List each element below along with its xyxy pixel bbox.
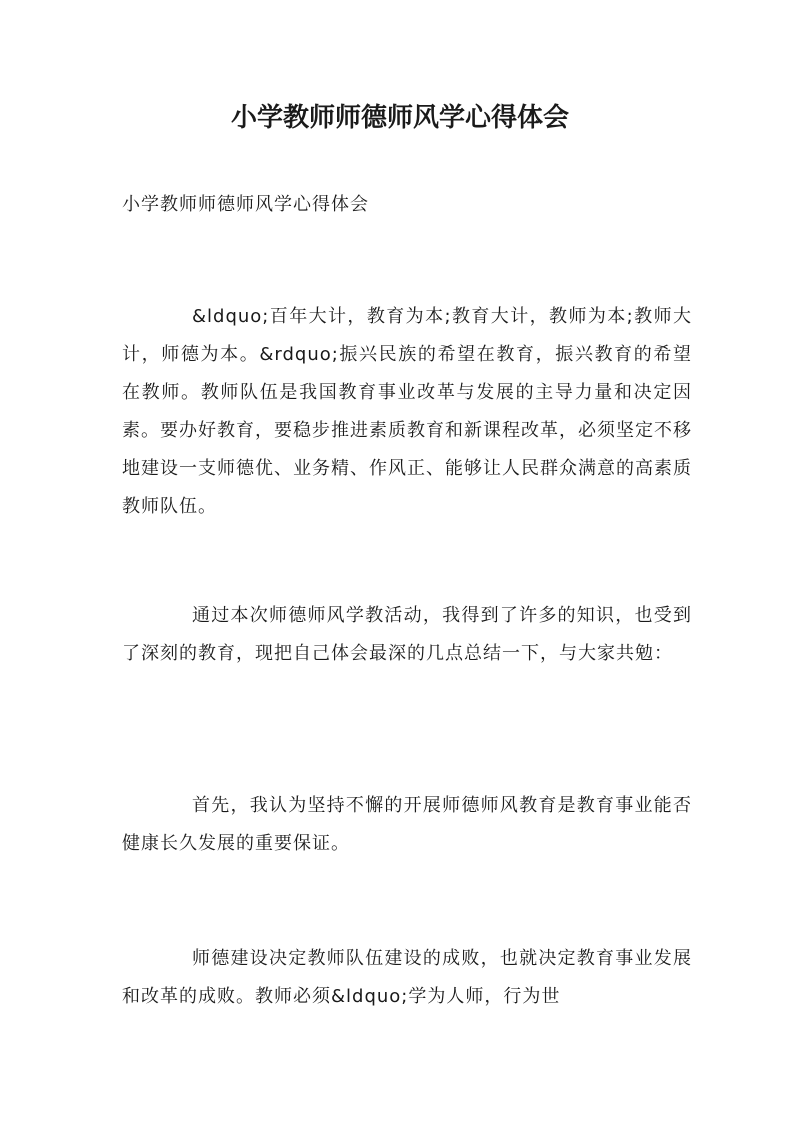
paragraph-2: 通过本次师德师风学教活动，我得到了许多的知识，也受到了深刻的教育，现把自己体会最深的几点总结一下，与大家共勉：: [122, 605, 692, 664]
paragraph-4: 师德建设决定教师队伍建设的成败，也就决定教育事业发展和改革的成败。教师必须&ldquo;学为人师，行为世: [122, 948, 692, 1007]
paragraph-1: &ldquo;百年大计，教育为本;教育大计，教师为本;教师大计，师德为本。&rdquo;振兴民族的希望在教育，振兴教育的希望在教师。教师队伍是我国教育事业改革与发展的主导力量和决定因素。要办好教育，要稳步推进素质教育和新课程改革，必须坚定不移地建设一支师德优、业务精、作风正、能够让人民群众满意的高素质教师队伍。: [122, 306, 692, 517]
document-subtitle: 小学教师师德师风学心得体会: [122, 194, 369, 215]
paragraph-3: 首先，我认为坚持不懈的开展师德师风教育是教育事业能否健康长久发展的重要保证。: [122, 795, 692, 854]
document-title: 小学教师师德师风学心得体会: [230, 103, 569, 133]
